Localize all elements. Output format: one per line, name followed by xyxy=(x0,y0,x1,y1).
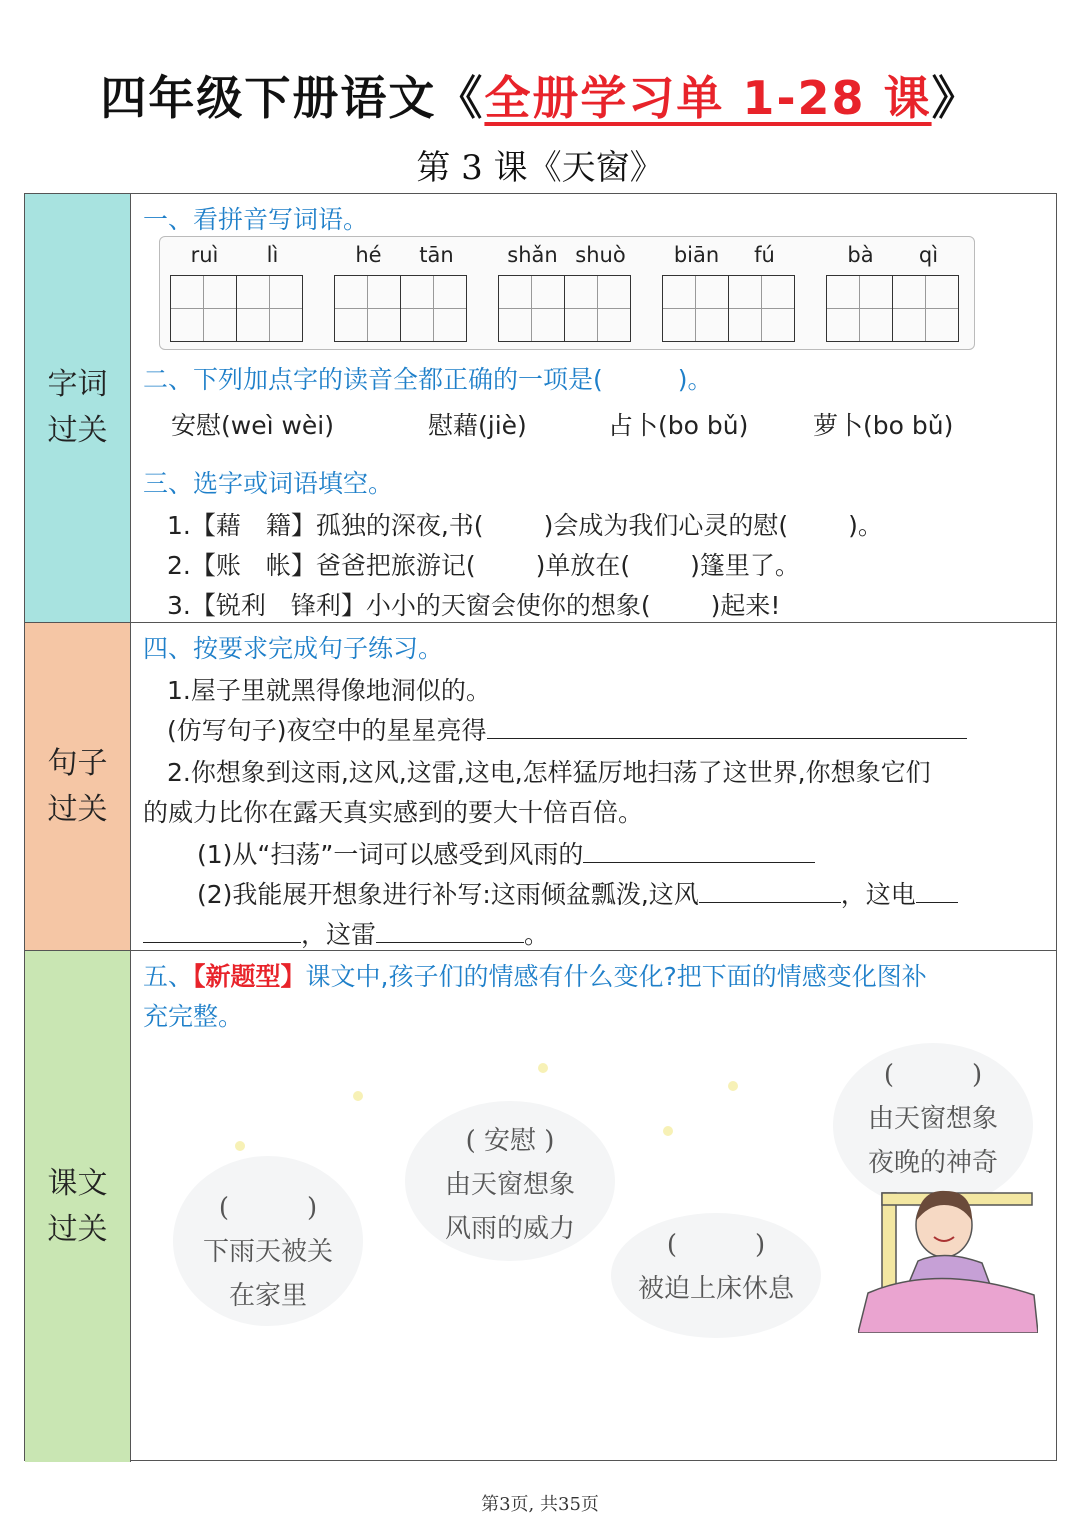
q4-line-2-text: (仿写句子)夜空中的星星亮得 xyxy=(167,716,487,745)
answer-line[interactable] xyxy=(376,920,524,943)
star-decoration xyxy=(663,1126,673,1136)
pinyin: bà xyxy=(847,243,874,267)
writing-grid[interactable] xyxy=(564,275,631,342)
q5-title-line-2: 充完整。 xyxy=(143,1002,244,1031)
star-decoration xyxy=(538,1063,548,1073)
q4-line-2 xyxy=(167,711,967,747)
q4-line-7-text: 。 xyxy=(524,920,550,949)
text-label-line2: 过关 xyxy=(47,1211,108,1247)
q4-line-7-text: ，这雷 xyxy=(301,920,377,949)
q2-option-b: 慰藉(jiè) xyxy=(428,411,527,440)
q3-line-2 xyxy=(167,546,800,582)
pinyin: ruì xyxy=(190,243,219,267)
writing-grid[interactable] xyxy=(498,275,565,342)
answer-line[interactable] xyxy=(487,716,967,739)
q3-title: 三、选字或词语填空。 xyxy=(143,469,394,498)
q4-title: 四、按要求完成句子练习。 xyxy=(143,634,444,663)
pinyin-word-3 xyxy=(498,243,636,343)
pinyin: shuò xyxy=(575,243,626,267)
q4-line-7 xyxy=(143,915,549,951)
q5-number: 五、 xyxy=(143,962,194,991)
emotion-answer: ( 安慰 ) xyxy=(465,1126,555,1156)
q3-line-2-part: )单放在( xyxy=(535,551,631,580)
q3-line-1 xyxy=(167,506,883,542)
q4-line-3: 2.你想象到这雨,这风,这雷,这电,怎样猛厉地扫荡了这世界,你想象它们 xyxy=(167,758,931,787)
q1-title: 一、看拼音写词语。 xyxy=(143,205,369,234)
blanket xyxy=(858,1278,1038,1333)
writing-grid[interactable] xyxy=(662,275,729,342)
child-in-bed-illustration xyxy=(858,1183,1038,1333)
emotion-cloud-4-text xyxy=(833,1053,1033,1185)
q5-title-text: 课文中,孩子们的情感有什么变化?把下面的情感变化图补 xyxy=(305,962,927,991)
q4-line-6-text: ，这电 xyxy=(840,880,916,909)
vocab-row xyxy=(25,194,1056,623)
pinyin-word-5 xyxy=(826,243,964,343)
q4-line-1: 1.屋子里就黑得像地洞似的。 xyxy=(167,676,491,705)
pinyin: tān xyxy=(419,243,454,267)
emotion-cloud-3-text xyxy=(611,1223,821,1311)
cloud-caption: 风雨的威力 xyxy=(444,1214,575,1244)
pinyin-word-2 xyxy=(334,243,472,343)
pinyin: qì xyxy=(918,243,939,267)
q3-line-1-part: )会成为我们心灵的慰( xyxy=(543,511,789,540)
pinyin: hé xyxy=(355,243,382,267)
vocab-content xyxy=(143,194,1048,622)
q3-line-3 xyxy=(167,586,780,622)
q3-line-1-part: )。 xyxy=(848,511,883,540)
q3-line-3-part: )起来! xyxy=(710,591,781,620)
text-label-line1: 课文 xyxy=(47,1165,108,1201)
q4-line-5-text: (1)从“扫荡”一词可以感受到风雨的 xyxy=(197,840,584,869)
answer-line[interactable] xyxy=(143,920,301,943)
cloud-caption: 由天窗想象 xyxy=(444,1170,575,1200)
answer-line[interactable] xyxy=(583,840,815,863)
sentence-label-line1: 句子 xyxy=(47,745,108,781)
pinyin-grid-box xyxy=(159,236,975,350)
star-decoration xyxy=(728,1081,738,1091)
cloud-caption: 被迫上床休息 xyxy=(637,1274,794,1304)
pinyin-word-1 xyxy=(170,243,308,343)
sentence-row xyxy=(25,623,1056,951)
emotion-cloud-1-text xyxy=(173,1186,363,1318)
q2-option-d: 萝卜(bo bǔ) xyxy=(813,411,954,440)
q4-line-4: 的威力比你在露天真实感到的要大十倍百倍。 xyxy=(143,798,644,827)
star-decoration xyxy=(353,1091,363,1101)
text-content xyxy=(143,951,1048,1462)
q3-line-3-part: 3.【锐利 锋利】小小的天窗会使你的想象( xyxy=(167,591,651,620)
writing-grid[interactable] xyxy=(334,275,401,342)
title-accent: 全册学习单 1-28 课 xyxy=(484,71,932,125)
title-suffix: 》 xyxy=(931,71,980,125)
worksheet-table xyxy=(24,193,1057,1461)
sentence-section-label xyxy=(25,623,131,950)
q2-option-c: 占卜(bo bǔ) xyxy=(608,411,749,440)
pinyin: fú xyxy=(754,243,775,267)
pinyin: lì xyxy=(266,243,279,267)
q4-line-6-text: (2)我能展开想象进行补写:这雨倾盆瓢泼,这风 xyxy=(197,880,699,909)
pinyin: biān xyxy=(673,243,720,267)
q2-title: 二、下列加点字的读音全都正确的一项是( )。 xyxy=(143,365,713,394)
answer-line[interactable] xyxy=(916,880,958,903)
worksheet-title xyxy=(0,62,1080,128)
emotion-blank[interactable]: ( ) xyxy=(218,1193,318,1223)
writing-grid[interactable] xyxy=(826,275,893,342)
text-row xyxy=(25,951,1056,1462)
lesson-title: 第 3 课《天窗》 xyxy=(416,148,664,188)
text-section-label xyxy=(25,951,131,1462)
sentence-label-line2: 过关 xyxy=(47,791,108,827)
cloud-caption: 由天窗想象 xyxy=(867,1104,998,1134)
cloud-caption: 下雨天被关 xyxy=(202,1237,333,1267)
vocab-label-line1: 字词 xyxy=(47,367,108,402)
pinyin-word-4 xyxy=(662,243,800,343)
writing-grid[interactable] xyxy=(892,275,959,342)
q3-line-2-part: )篷里了。 xyxy=(690,551,800,580)
star-decoration xyxy=(235,1141,245,1151)
page-footer: 第3页, 共35页 xyxy=(481,1494,599,1515)
emotion-cloud-2-text xyxy=(405,1119,615,1251)
cloud-caption: 夜晚的神奇 xyxy=(867,1148,998,1178)
emotion-blank[interactable]: ( ) xyxy=(666,1230,766,1260)
vocab-section-label xyxy=(25,194,131,622)
q4-line-6 xyxy=(197,875,958,911)
answer-line[interactable] xyxy=(699,880,841,903)
vocab-label-line2: 过关 xyxy=(47,413,108,448)
q3-line-1-part: 1.【藉 籍】孤独的深夜,书( xyxy=(167,511,484,540)
sentence-content xyxy=(143,623,1048,950)
writing-grid[interactable] xyxy=(400,275,467,342)
emotion-blank[interactable]: ( ) xyxy=(883,1060,983,1090)
writing-grid[interactable] xyxy=(728,275,795,342)
writing-grid[interactable] xyxy=(236,275,303,342)
writing-grid[interactable] xyxy=(170,275,237,342)
q2-option-a: 安慰(weì wèi) xyxy=(171,411,335,440)
cloud-caption: 在家里 xyxy=(228,1281,307,1311)
q5-title-line-1 xyxy=(143,957,927,993)
q3-line-2-part: 2.【账 帐】爸爸把旅游记( xyxy=(167,551,476,580)
new-question-tag: 【新题型】 xyxy=(193,962,306,991)
title-prefix: 四年级下册语文《 xyxy=(100,71,485,125)
pinyin: shǎn xyxy=(507,243,558,267)
q4-line-5 xyxy=(197,835,815,871)
